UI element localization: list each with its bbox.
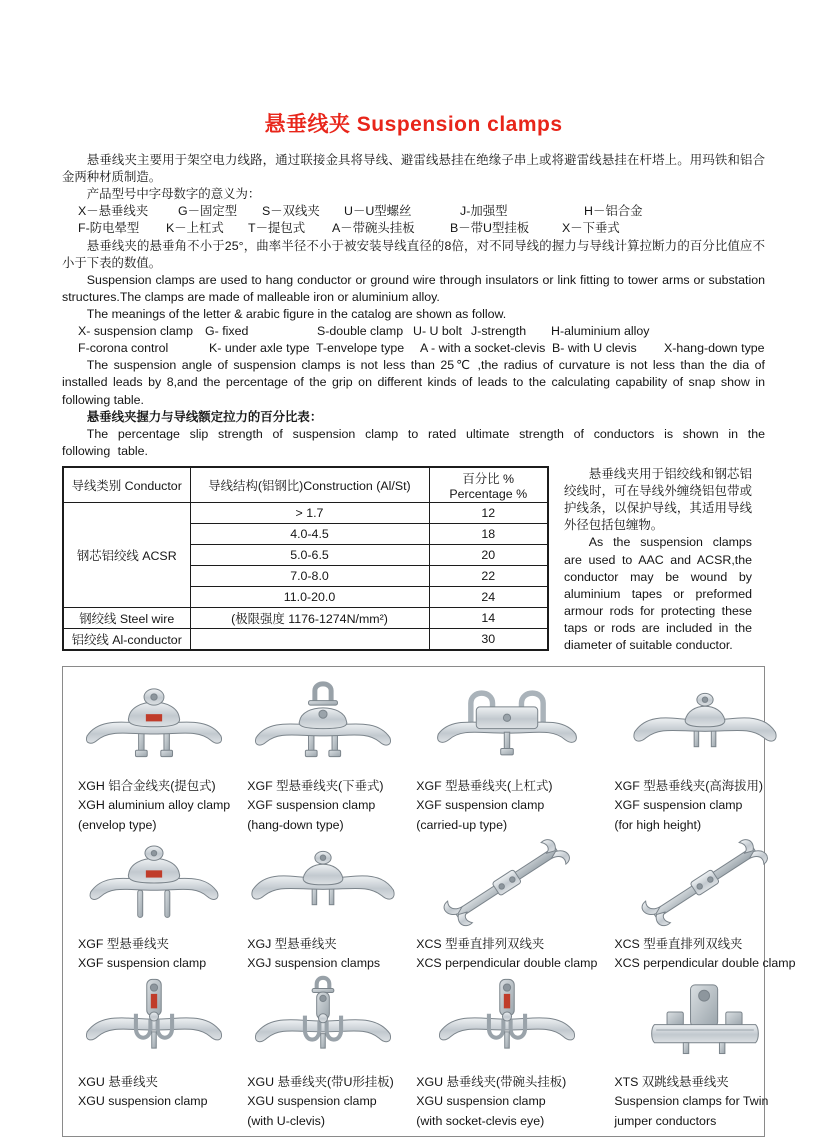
widewing-clamp-icon <box>629 678 781 772</box>
code-meaning-heading-zh: 产品型号中字母数字的意义为： <box>86 187 261 202</box>
product-caption-line: XGF 型悬垂线夹 <box>78 936 169 951</box>
table-heading-zh: 悬垂线夹握力与导线额定拉力的百分比表： <box>86 409 323 424</box>
product-caption-line: XCS perpendicular double clamp <box>416 956 598 971</box>
table-cell: (极限强度 1176-1274N/mm²) <box>190 607 429 628</box>
table-header-cell: 导线类别 Conductor <box>63 467 190 503</box>
code-row-en-2 <box>62 340 765 357</box>
table-cell: 24 <box>429 586 548 607</box>
table-cell: 钢绞线 Steel wire <box>63 607 190 628</box>
code-item: K－上杠式 <box>166 221 224 236</box>
intro-paragraph-en: Suspension clamps are used to hang conductor or ground wire through insulators or link fitting to tower arms or substation structures.The clamps are made of malleable iron or aluminium alloy. <box>62 272 765 304</box>
product-card <box>65 677 234 835</box>
code-row-zh-2 <box>62 220 765 237</box>
product-card <box>601 973 799 1131</box>
product-card <box>403 835 601 973</box>
code-item: U- U bolt <box>413 324 462 339</box>
angle-paragraph-en: The suspension angle of suspension clamps is not less than 25℃ ,the radius of curvature is not less than the dia of installed leads by 8,and the percentage of the grip on different kinds of leads to the calculating capability of snap show in following table. <box>62 358 765 407</box>
angle-paragraph-zh: 悬垂线夹的悬垂角不小于25°，曲率半径不小于被安装导线直径的8倍，对不同导线的握力与导线计算拉断力的百分比值应不小于下表的数值。 <box>62 238 765 270</box>
code-item: T－提包式 <box>248 221 306 236</box>
product-caption-line: XGU 悬垂线夹(带U形挂板) <box>247 1075 394 1090</box>
product-card <box>601 677 799 835</box>
code-item: J-加强型 <box>460 204 508 219</box>
product-caption-line: XGU suspension clamp <box>247 1094 377 1109</box>
product-caption-line: XGF suspension clamp <box>614 798 743 813</box>
code-item: H－铝合金 <box>584 204 643 219</box>
product-caption-line: (envelop type) <box>78 817 157 832</box>
table-row <box>63 607 548 628</box>
pinwing-clamp-icon <box>78 836 230 930</box>
envelope-clamp-icon <box>78 678 230 772</box>
code-item: T-envelope type <box>316 341 405 356</box>
carriedup-clamp-icon <box>431 678 583 772</box>
table-cell: 18 <box>429 523 548 544</box>
product-caption-line: XGU 悬垂线夹 <box>78 1075 158 1090</box>
code-item: S－双线夹 <box>262 204 320 219</box>
diagonal-clamp-icon <box>629 836 781 930</box>
side-note <box>564 466 752 654</box>
table-cell: 30 <box>429 628 548 650</box>
product-caption-line: XGF 型悬垂线夹(高海拔用) <box>614 779 764 794</box>
xgu-clamp-icon <box>431 974 583 1068</box>
table-header-cell: 百分比 % Percentage % <box>429 467 548 503</box>
code-item: U－U型螺丝 <box>344 204 412 219</box>
product-caption-line: Suspension clamps for Twin <box>614 1094 769 1109</box>
twin-clamp-icon <box>629 974 781 1068</box>
product-caption-line: XGF 型悬垂线夹(下垂式) <box>247 779 384 794</box>
code-item: B- with U clevis <box>552 341 637 356</box>
hangdown-clamp-icon <box>247 678 399 772</box>
product-caption-line: (hang-down type) <box>247 817 344 832</box>
product-grid <box>65 677 796 1131</box>
code-item: F-防电晕型 <box>78 221 140 236</box>
table-header-cell: 导线结构(铝钢比)Construction (Al/St) <box>190 467 429 503</box>
code-item: J-strength <box>471 324 527 339</box>
code-item: X- suspension clamp <box>78 324 194 339</box>
table-section <box>62 466 765 654</box>
code-item: B－带U型挂板 <box>450 221 530 236</box>
product-card <box>403 677 601 835</box>
product-gallery <box>62 666 796 1137</box>
code-item: X－悬垂线夹 <box>78 204 149 219</box>
product-card <box>601 835 799 973</box>
code-item: H-aluminium alloy <box>551 324 650 339</box>
product-caption-line: XGF suspension clamp <box>78 956 207 971</box>
table-cell-acsr: 钢芯铝绞线 ACSR <box>63 502 190 607</box>
table-cell: 22 <box>429 565 548 586</box>
code-row-en-1 <box>62 323 765 340</box>
product-card <box>65 973 234 1131</box>
product-caption-line: XCS 型垂直排列双线夹 <box>614 936 743 951</box>
table-row <box>63 628 548 650</box>
product-caption-line: XGH aluminium alloy clamp <box>78 798 231 813</box>
product-caption-line: XGH 铝合金线夹(提包式) <box>78 779 216 794</box>
code-meaning-heading-en: The meanings of the letter & arabic figure in the catalog are shown as follow. <box>86 306 507 321</box>
product-card <box>234 973 403 1131</box>
product-caption-line: XCS 型垂直排列双线夹 <box>416 936 545 951</box>
code-row-zh-1 <box>62 203 765 220</box>
code-item: F-corona control <box>78 341 169 356</box>
xgu-clamp-icon <box>78 974 230 1068</box>
table-cell: 11.0-20.0 <box>190 586 429 607</box>
product-caption-line: XGU 悬垂线夹(带碗头挂板) <box>416 1075 567 1090</box>
product-caption-line: XGU suspension clamp <box>416 1094 546 1109</box>
product-caption-line: XGF suspension clamp <box>416 798 545 813</box>
table-cell: 7.0-8.0 <box>190 565 429 586</box>
code-item: G- fixed <box>205 324 249 339</box>
product-caption-line: XGJ suspension clamps <box>247 956 381 971</box>
diagonal-clamp-icon <box>431 836 583 930</box>
code-item: S-double clamp <box>317 324 404 339</box>
product-caption-line: XGJ 型悬垂线夹 <box>247 936 337 951</box>
product-caption-line: (with socket-clevis eye) <box>416 1113 545 1128</box>
table-heading-en: The percentage slip strength of suspension clamp to rated ultimate strength of conductors is shown in the following table. <box>62 426 765 458</box>
product-caption-line: XGF 型悬垂线夹(上杠式) <box>416 779 553 794</box>
xguclevis-clamp-icon <box>247 974 399 1068</box>
widewing-clamp-icon <box>247 836 399 930</box>
code-item: X－下垂式 <box>562 221 620 236</box>
table-cell: > 1.7 <box>190 502 429 523</box>
product-caption-line: XGF suspension clamp <box>247 798 376 813</box>
product-card <box>234 677 403 835</box>
table-cell: 20 <box>429 544 548 565</box>
table-cell: 5.0-6.5 <box>190 544 429 565</box>
product-card <box>234 835 403 973</box>
product-caption-line: (with U-clevis) <box>247 1113 325 1128</box>
product-card <box>403 973 601 1131</box>
table-cell: 4.0-4.5 <box>190 523 429 544</box>
table-cell: 铝绞线 Al-conductor <box>63 628 190 650</box>
code-item: X-hang-down type <box>664 341 765 356</box>
percentage-table <box>62 466 549 651</box>
table-row <box>63 502 548 523</box>
side-note-en: As the suspension clamps are used to AAC and ACSR,the conductor may be wound by aluminium tapes or preformed armour rods for protecting these taps or rods are included in the diameter of suitable conductor. <box>564 535 752 653</box>
code-item: G－固定型 <box>178 204 238 219</box>
intro-paragraph-zh: 悬垂线夹主要用于架空电力线路，通过联接金具将导线、避雷线悬挂在绝缘子串上或将避雷线悬挂在杆塔上。用玛铁和铝合金两种材质制造。 <box>62 153 765 185</box>
code-item: K- under axle type <box>209 341 310 356</box>
side-note-zh: 悬垂线夹用于铝绞线和钢芯铝绞线时，可在导线外缠绕铝包带或护线条，以保护导线，其适用导线外径包括包缠物。 <box>564 466 752 533</box>
product-caption-line: (carried-up type) <box>416 817 508 832</box>
product-caption-line: (for high height) <box>614 817 702 832</box>
product-caption-line: XGU suspension clamp <box>78 1094 208 1109</box>
table-cell: 14 <box>429 607 548 628</box>
product-card <box>65 835 234 973</box>
code-item: A－带碗头挂板 <box>332 221 415 236</box>
page-title: 悬垂线夹 Suspension clamps <box>264 113 563 136</box>
product-caption-line: XCS perpendicular double clamp <box>614 956 796 971</box>
code-item: A - with a socket-clevis <box>420 341 546 356</box>
product-caption-line: jumper conductors <box>614 1113 717 1128</box>
table-cell <box>190 628 429 650</box>
product-caption-line: XTS 双跳线悬垂线夹 <box>614 1075 729 1090</box>
table-cell: 12 <box>429 502 548 523</box>
